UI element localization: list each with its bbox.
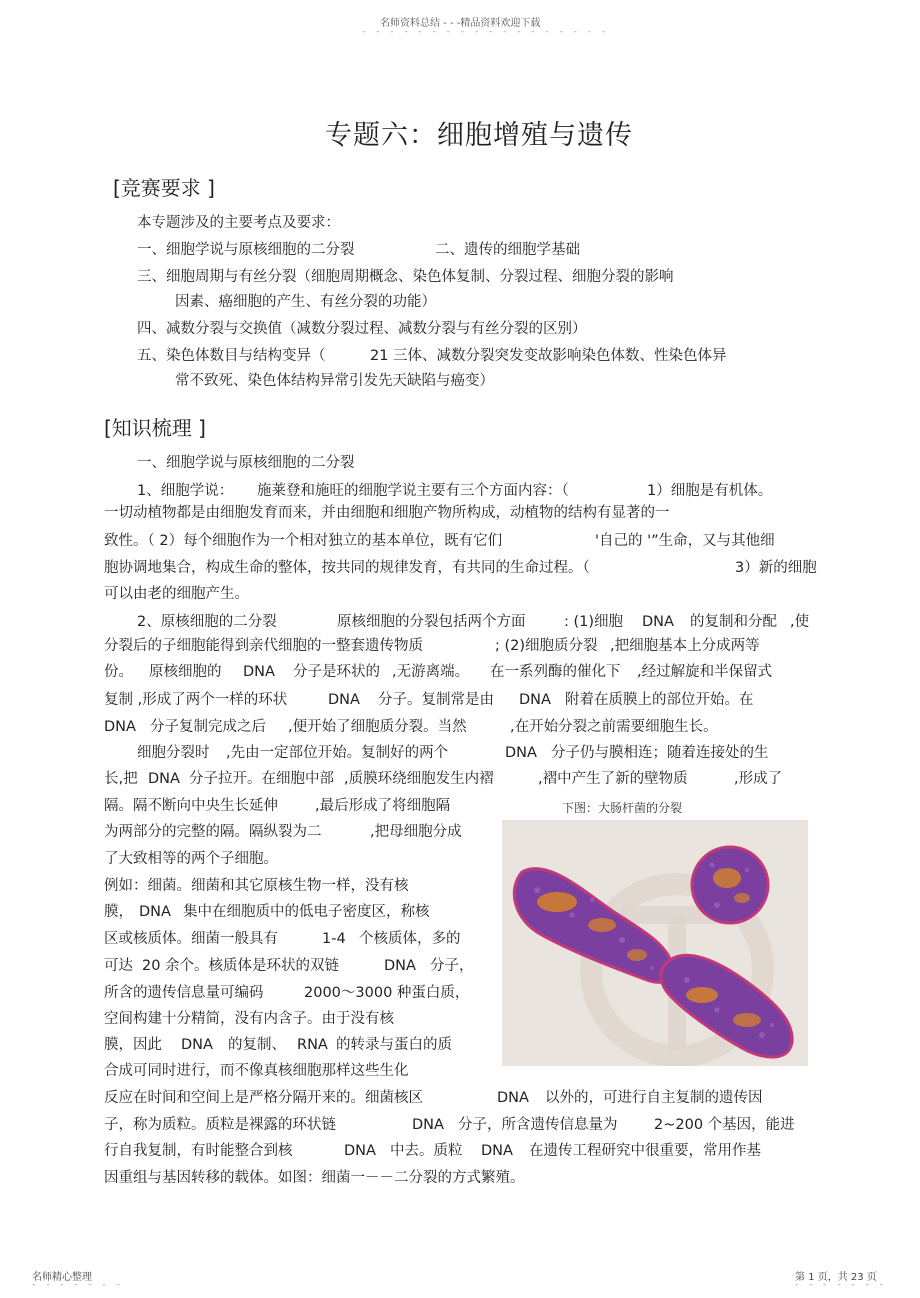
- text-segment: ,便开始了细胞质分裂。当然: [288, 719, 467, 735]
- text-segment: 的转录与蛋白的质: [336, 1037, 452, 1053]
- text-segment: 原核细胞的: [149, 664, 222, 680]
- text-segment: 1）细胞是有机体。: [647, 483, 773, 499]
- text-segment: ,把细胞基本上分成两等: [610, 638, 760, 654]
- page-number: 第 1 页，共 23 页: [795, 1272, 877, 1283]
- text-segment: DNA: [328, 692, 360, 708]
- text-segment: 分子。复制常是由: [378, 692, 494, 708]
- requirement-item-3: 三、细胞周期与有丝分裂（细胞周期概念、染色体复制、分裂过程、细胞分裂的影响: [137, 269, 674, 285]
- text-segment: DNA: [243, 664, 275, 680]
- text-segment: 细胞分裂时: [137, 745, 210, 761]
- requirement-item-3-cont: 因素、癌细胞的产生、有丝分裂的功能）: [175, 294, 436, 310]
- text-segment: DNA: [642, 614, 674, 630]
- text-segment: 可以由老的细胞产生。: [104, 586, 249, 602]
- requirements-intro: 本专题涉及的主要考点及要求：: [137, 215, 340, 231]
- text-segment: DNA: [344, 1143, 376, 1159]
- text-segment: DNA: [412, 1117, 444, 1133]
- text-segment: 1-4: [322, 931, 346, 947]
- text-segment: 分子复制完成之后: [150, 719, 266, 735]
- text-segment: DNA: [148, 771, 180, 787]
- footer-right-dashes: - - - - - - -: [795, 1280, 887, 1290]
- text-segment: 2、原核细胞的二分裂: [137, 614, 277, 630]
- text-segment: 分子，: [430, 958, 474, 974]
- text-segment: 中去。质粒: [390, 1143, 463, 1159]
- section-heading-requirements: [竞赛要求 ]: [113, 176, 215, 200]
- text-segment: 所含的遗传信息量可编码: [104, 985, 264, 1001]
- text-segment: 一切动植物都是由细胞发育而来，并由细胞和细胞产物所构成，动植物的结构有显著的一: [104, 505, 670, 521]
- text-segment: ,无游离端。: [392, 664, 470, 680]
- text-segment: ,形成了: [734, 771, 783, 787]
- text-segment: 分子仍与膜相连；随着连接处的生: [551, 745, 769, 761]
- text-segment: 膜，因此: [104, 1037, 162, 1053]
- text-segment: DNA: [181, 1037, 213, 1053]
- text-segment: ,经过解旋和半保留式: [637, 664, 773, 680]
- text-segment: 的复制和分配: [690, 614, 777, 630]
- text-segment: ,最后形成了将细胞隔: [315, 798, 451, 814]
- text-segment: 2000～3000 种蛋白质，: [304, 985, 470, 1001]
- text-segment: ,先由一定部位开始。复制好的两个: [226, 745, 449, 761]
- requirement-item-4: 四、减数分裂与交换值（减数分裂过程、减数分裂与有丝分裂的区别）: [137, 321, 587, 337]
- text-segment: 在遗传工程研究中很重要，常用作基: [529, 1143, 761, 1159]
- text-segment: ,在开始分裂之前需要细胞生长。: [510, 719, 718, 735]
- text-segment: 份。: [104, 664, 133, 680]
- text-segment: ,把母细胞分成: [370, 824, 462, 840]
- text-segment: ,质膜环绕细胞发生内褶: [344, 771, 494, 787]
- text-segment: 为两部分的完整的隔。隔纵裂为二: [104, 824, 322, 840]
- section-heading-knowledge: [知识梳理 ]: [104, 416, 206, 440]
- footer-left-dashes: - - - - - - -: [32, 1280, 124, 1290]
- requirement-item-2: 二、遗传的细胞学基础: [435, 242, 580, 258]
- subheading-cell-theory: 一、细胞学说与原核细胞的二分裂: [137, 455, 355, 471]
- text-segment: 20 余个。核质体是环状的双链: [142, 958, 340, 974]
- text-segment: 长,把: [104, 771, 138, 787]
- text-segment: 因重组与基因转移的载体。如图：细菌一－－二分裂的方式繁殖。: [104, 1170, 525, 1186]
- text-segment: DNA: [481, 1143, 513, 1159]
- text-segment: ; (2)细胞质分裂: [495, 638, 598, 654]
- text-segment: 反应在时间和空间上是严格分隔开来的。细菌核区: [104, 1090, 423, 1106]
- text-segment: 隔。隔不断向中央生长延伸: [104, 798, 278, 814]
- text-segment: 膜，: [104, 904, 133, 920]
- text-segment: ,使: [790, 614, 810, 630]
- text-segment: DNA: [519, 692, 551, 708]
- header-dashes: - - - - - - - - - - - - - - - - - -: [362, 27, 610, 37]
- text-segment: 附着在质膜上的部位开始。在: [565, 692, 754, 708]
- text-segment: 了大致相等的两个子细胞。: [104, 851, 278, 867]
- text-segment: 3）新的细胞: [735, 560, 817, 576]
- page-title: 专题六：细胞增殖与遗传: [325, 120, 633, 151]
- text-segment: 可达: [104, 958, 133, 974]
- text-segment: 原核细胞的分裂包括两个方面: [337, 614, 526, 630]
- text-segment: 个核质体，多的: [359, 931, 461, 947]
- text-segment: '自己的 '”生命，又与其他细: [595, 533, 775, 549]
- text-segment: 的复制、: [228, 1037, 286, 1053]
- text-segment: 分子是环状的: [293, 664, 380, 680]
- text-segment: 集中在细胞质中的低电子密度区，称核: [183, 904, 430, 920]
- text-segment: 分裂后的子细胞能得到亲代细胞的一整套遗传物质: [104, 638, 423, 654]
- text-segment: DNA: [139, 904, 171, 920]
- requirement-item-1: 一、细胞学说与原核细胞的二分裂: [137, 242, 355, 258]
- text-segment: 子，称为质粒。质粒是裸露的环状链: [104, 1117, 336, 1133]
- text-segment: DNA: [104, 719, 136, 735]
- text-segment: 2~200 个基因，能进: [654, 1117, 795, 1133]
- text-segment: 致性。（ 2）每个细胞作为一个相对独立的基本单位，既有它们: [104, 533, 503, 549]
- text-segment: RNA: [297, 1037, 328, 1053]
- text-segment: ,褶中产生了新的壁物质: [538, 771, 688, 787]
- text-segment: 行自我复制，有时能整合到核: [104, 1143, 293, 1159]
- header-text: 名师资料总结 - - -精品资料欢迎下载: [380, 18, 541, 29]
- text-segment: 区或核质体。细菌一般具有: [104, 931, 278, 947]
- text-segment: DNA: [497, 1090, 529, 1106]
- requirement-item-5: 五、染色体数目与结构变异（: [137, 348, 326, 364]
- requirement-item-5-b: 21 三体、减数分裂突发变故影响染色体数、性染色体异: [370, 348, 727, 364]
- text-segment: 施莱登和施旺的细胞学说主要有三个方面内容：（: [257, 483, 569, 499]
- text-segment: DNA: [384, 958, 416, 974]
- text-segment: 合成可同时进行，而不像真核细胞那样这些生化: [104, 1063, 409, 1079]
- figure-caption: 下图：大肠杆菌的分裂: [562, 801, 683, 815]
- text-segment: 以外的，可进行自主复制的遗传因: [545, 1090, 763, 1106]
- text-segment: 分子，所含遗传信息量为: [458, 1117, 618, 1133]
- text-segment: : (1)细胞: [564, 614, 624, 630]
- bacteria-division-image: [502, 820, 808, 1066]
- text-segment: 例如：细菌。细菌和其它原核生物一样，没有核: [104, 878, 409, 894]
- text-segment: 1、细胞学说：: [137, 483, 234, 499]
- requirement-item-5-cont: 常不致死、染色体结构异常引发先天缺陷与癌变）: [175, 373, 494, 389]
- text-segment: 空间构建十分精简，没有内含子。由于没有核: [104, 1011, 394, 1027]
- text-segment: 复制 ,形成了两个一样的环状: [104, 692, 288, 708]
- text-segment: 胞协调地集合，构成生命的整体，按共同的规律发育，有共同的生命过程。（: [104, 560, 590, 576]
- bacteria-illustration: [502, 820, 808, 1066]
- text-segment: 在一系列酶的催化下: [490, 664, 621, 680]
- text-segment: DNA: [505, 745, 537, 761]
- footer-left: 名师精心整理: [32, 1272, 92, 1283]
- text-segment: 分子拉开。在细胞中部: [189, 771, 334, 787]
